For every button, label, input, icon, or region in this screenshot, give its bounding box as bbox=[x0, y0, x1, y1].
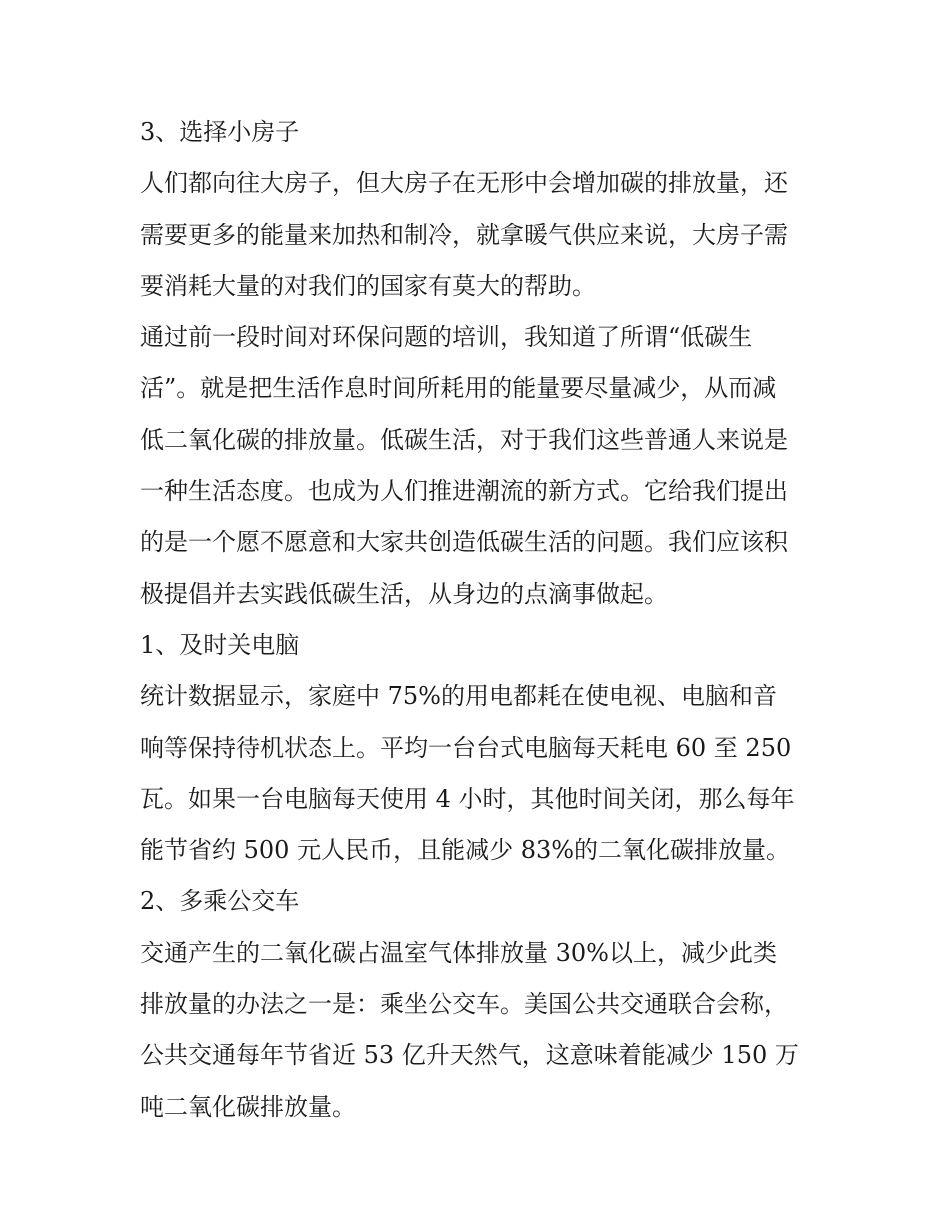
paragraph-line: 需要更多的能量来加热和制冷，就拿暖气供应来说，大房子需 bbox=[140, 220, 788, 249]
paragraph-line: 人们都向往大房子，但大房子在无形中会增加碳的排放量，还 bbox=[140, 169, 788, 198]
paragraph-line: 的是一个愿不愿意和大家共创造低碳生活的问题。我们应该积 bbox=[140, 528, 788, 557]
paragraph-line: 一种生活态度。也成为人们推进潮流的新方式。它给我们提出 bbox=[140, 477, 788, 506]
paragraph-line: 通过前一段时间对环保问题的培训，我知道了所谓“低碳生 bbox=[140, 323, 753, 352]
paragraph-line: 公共交通每年节省近 53 亿升天然气，这意味着能减少 150 万 bbox=[140, 1041, 799, 1070]
paragraph-line: 吨二氧化碳排放量。 bbox=[140, 1092, 356, 1121]
heading-take-bus: 2、多乘公交车 bbox=[140, 887, 300, 916]
paragraph-line: 活”。就是把生活作息时间所耗用的能量要尽量减少，从而减 bbox=[140, 374, 777, 403]
paragraph-line: 能节省约 500 元人民币，且能减少 83%的二氧化碳排放量。 bbox=[140, 836, 791, 865]
heading-choose-small-house: 3、选择小房子 bbox=[140, 118, 300, 146]
heading-turn-off-computer: 1、及时关电脑 bbox=[140, 630, 300, 659]
paragraph-line: 低二氧化碳的排放量。低碳生活，对于我们这些普通人来说是 bbox=[140, 425, 788, 454]
paragraph-line: 瓦。如果一台电脑每天使用 4 小时，其他时间关闭，那么每年 bbox=[140, 784, 795, 813]
paragraph-line: 要消耗大量的对我们的国家有莫大的帮助。 bbox=[140, 271, 596, 300]
paragraph-line: 极提倡并去实践低碳生活，从身边的点滴事做起。 bbox=[140, 579, 668, 608]
document-body bbox=[140, 107, 820, 1133]
paragraph-line: 交通产生的二氧化碳占温室气体排放量 30%以上，减少此类 bbox=[140, 938, 777, 967]
paragraph-line: 统计数据显示，家庭中 75%的用电都耗在使电视、电脑和音 bbox=[140, 682, 777, 711]
paragraph-line: 响等保持待机状态上。平均一台台式电脑每天耗电 60 至 250 bbox=[140, 733, 792, 762]
paragraph-line: 排放量的办法之一是：乘坐公交车。美国公共交通联合会称， bbox=[140, 990, 788, 1019]
